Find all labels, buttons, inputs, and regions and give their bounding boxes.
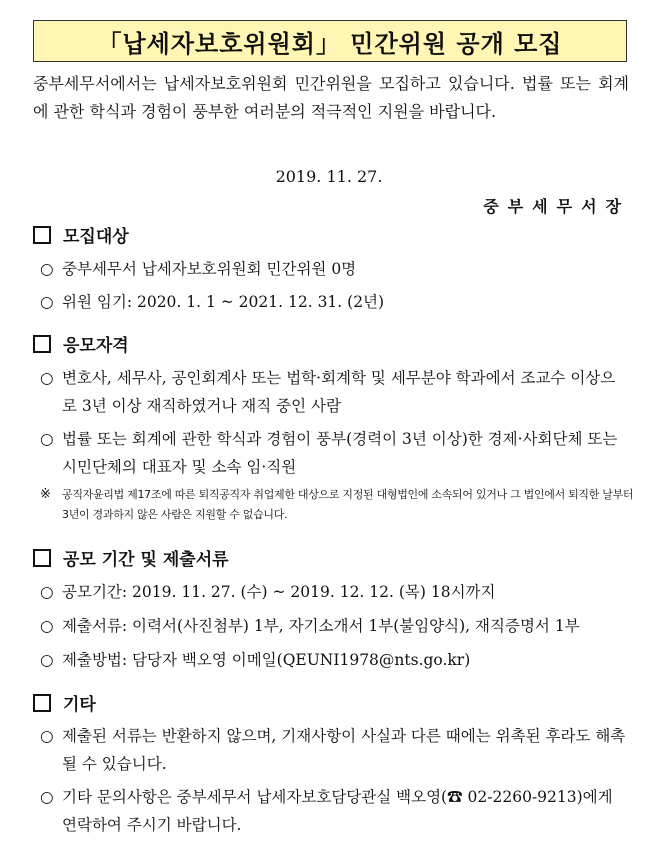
list-item (40, 612, 630, 640)
reference-mark-icon: ※ (40, 487, 51, 502)
circle-bullet-icon: ○ (40, 260, 54, 278)
section-heading-qualifications (33, 331, 129, 356)
circle-bullet-icon: ○ (40, 430, 54, 448)
checkbox-square-icon (33, 226, 51, 244)
list-item (40, 288, 630, 316)
list-item (40, 578, 630, 606)
title-banner (33, 20, 627, 62)
circle-bullet-icon: ○ (40, 651, 54, 669)
checkbox-square-icon (33, 335, 51, 353)
circle-bullet-icon: ○ (40, 369, 54, 387)
list-item-text: 제출서류: 이력서(사진첨부) 1부, 자기소개서 1부(불임양식), 재직증명서 1부 (62, 617, 580, 635)
list-item-text: 공모기간: 2019. 11. 27. (수) ~ 2019. 12. 12. (목) 18시까지 (62, 583, 496, 601)
announcement-date: 2019. 11. 27. (275, 167, 383, 186)
issuing-office: 중부세무서장 (483, 197, 630, 216)
note (40, 485, 634, 525)
list-item-text: 위원 임기: 2020. 1. 1 ~ 2021. 12. 31. (2년) (62, 293, 385, 311)
section-heading-other (33, 690, 96, 715)
list-item-text: 제출방법: 담당자 백오영 이메일(QEUNI1978@nts.go.kr) (62, 651, 471, 669)
section-heading-label: 공모 기간 및 제출서류 (63, 550, 229, 570)
note-text: 공직자윤리법 제17조에 따른 퇴직공직자 취업제한 대상으로 지정된 대형법인에 소속되어 있거나 그 법인에서 퇴직한 날부터 3년이 경과하지 않은 사람은 지원할 수 없습니다. (62, 488, 634, 521)
list-item (40, 255, 630, 283)
section-heading-label: 응모자격 (63, 336, 129, 356)
checkbox-square-icon (33, 549, 51, 567)
circle-bullet-icon: ○ (40, 583, 54, 601)
page-title: 「납세자보호위원회」 민간위원 공개 모집 (97, 29, 563, 58)
list-item-text: 기타 문의사항은 중부세무서 납세자보호담당관실 백오영(☎ 02-2260-9213)에게 연락하여 주시기 바랍니다. (62, 788, 613, 834)
list-item (40, 722, 630, 778)
list-item (40, 425, 630, 481)
intro-paragraph: 중부세무서에서는 납세자보호위원회 민간위원을 모집하고 있습니다. 법률 또는 회계에 관한 학식과 경험이 풍부한 여러분의 적극적인 지원을 바랍니다. (33, 74, 629, 121)
section-heading-period-documents (33, 545, 229, 570)
list-item-text: 법률 또는 회계에 관한 학식과 경험이 풍부(경력이 3년 이상)한 경제·사회단체 또는 시민단체의 대표자 및 소속 임·직원 (62, 430, 618, 476)
circle-bullet-icon: ○ (40, 293, 54, 311)
list-item (40, 646, 630, 674)
list-item-text: 제출된 서류는 반환하지 않으며, 기재사항이 사실과 다른 때에는 위촉된 후라도 해촉될 수 있습니다. (62, 727, 626, 773)
circle-bullet-icon: ○ (40, 617, 54, 635)
section-heading-recruitment-target (33, 222, 129, 247)
section-heading-label: 모집대상 (63, 227, 129, 247)
list-item-text: 중부세무서 납세자보호위원회 민간위원 0명 (62, 260, 357, 278)
checkbox-square-icon (33, 694, 51, 712)
list-item (40, 783, 630, 839)
section-heading-label: 기타 (63, 695, 96, 715)
list-item (40, 364, 630, 420)
circle-bullet-icon: ○ (40, 788, 54, 806)
list-item-text: 변호사, 세무사, 공인회계사 또는 법학·회계학 및 세무분야 학과에서 조교수 이상으로 3년 이상 재직하였거나 재직 중인 사람 (62, 369, 616, 415)
circle-bullet-icon: ○ (40, 727, 54, 745)
